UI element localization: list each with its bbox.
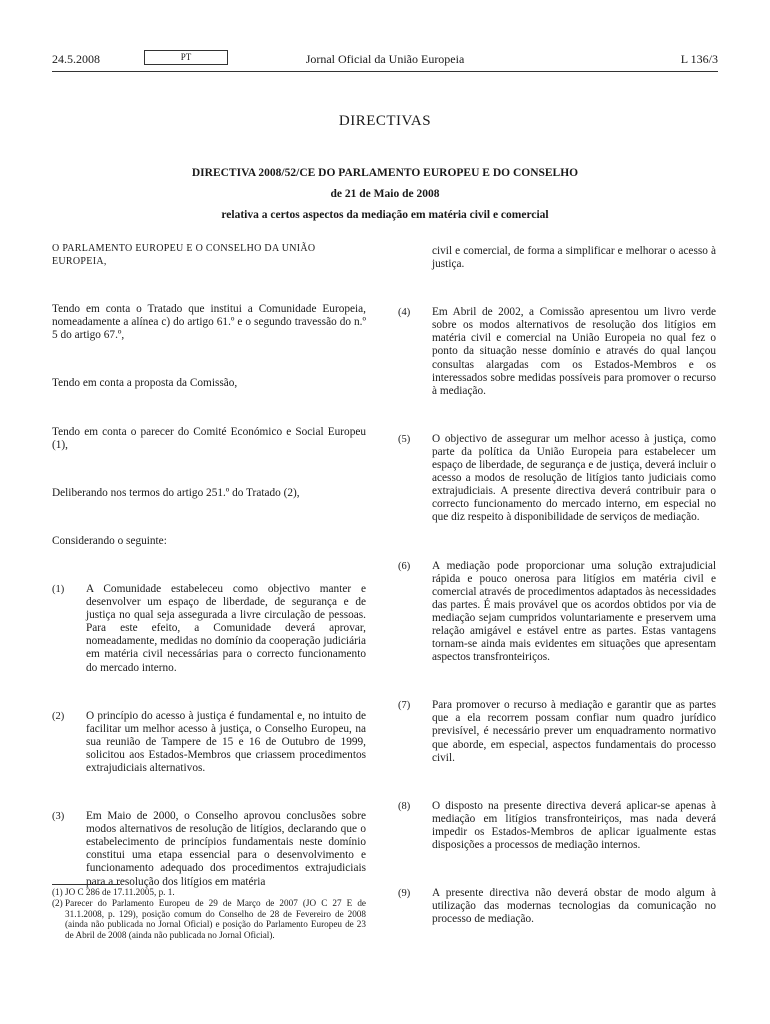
recital-number: (8)	[398, 800, 411, 812]
recital	[398, 887, 716, 926]
footnote-ref-2: (2),	[283, 486, 300, 499]
recital	[398, 560, 716, 665]
footnotes	[52, 884, 366, 941]
recital-text: A mediação pode proporcionar uma solução extrajudicial rápida e pouco onerosa para litígios em matéria civil e comercial através de procedimentos adaptados às necessidades das partes. É mais provável que os acordos obtidos por via de mediação sejam cumpridos voluntariamente e preservem uma relação amigável e estável entre as partes. Estas vantagens tornam-se ainda mais evidentes em situações que apresentam aspectos transfronteiriços.	[432, 559, 716, 664]
recital-text: Em Maio de 2000, o Conselho aprovou conclusões sobre modos alternativos de resolução de litígios, declarando que o estabelecimento de princípios fundamentais neste domínio constitui uma etapa essencial para o desenvolvimento e funcionamento adequado dos procedimentos extrajudiciais para a resolução dos litígios em matéria	[86, 810, 366, 888]
citation-procedure	[52, 487, 366, 500]
recital-number: (3)	[52, 811, 65, 823]
header-rule	[52, 71, 718, 72]
title-line-3: relativa a certos aspectos da mediação em matéria civil e comercial	[221, 209, 549, 221]
citation-procedure-text: Deliberando nos termos do artigo 251.º do Tratado	[52, 486, 281, 499]
footnote-number: (1)	[52, 887, 63, 897]
recital-number: (1)	[52, 583, 65, 595]
recital-text: A presente directiva não deverá obstar de modo algum à utilização das modernas tecnologias da comunicação no processo de mediação.	[432, 887, 716, 926]
citation-opinion	[52, 426, 366, 452]
right-column	[398, 245, 716, 926]
recital-number: (4)	[398, 307, 411, 319]
recital-text: O disposto na presente directiva deverá aplicar-se apenas à mediação em litígios transfronteiriços, mas nada deverá impedir os Estados-Membros de aplicar igualmente estas disposições a processos de mediação internos.	[432, 799, 716, 851]
page-reference: L 136/3	[680, 52, 718, 66]
footnote	[52, 887, 366, 898]
publication-date: 24.5.2008	[52, 52, 100, 66]
recital-number: (2)	[52, 710, 65, 722]
recital-text: civil e comercial, de forma a simplificar e melhorar o acesso à justiça.	[432, 245, 716, 271]
document-title	[52, 163, 718, 226]
title-line-1: DIRECTIVA 2008/52/CE DO PARLAMENTO EUROPEU E DO CONSELHO	[191, 167, 579, 179]
recital	[398, 800, 716, 852]
recital-text: Para promover o recurso à mediação e garantir que as partes que a ela recorrem possam confiar num quadro jurídico previsível, é necessário prever um enquadramento normativo que aborde, em especial, aspectos fundamentais do processo civil.	[432, 699, 716, 764]
considering-heading: Considerando o seguinte:	[52, 534, 167, 547]
footnote-ref-1: (1),	[52, 438, 68, 451]
recital-text: O objectivo de assegurar um melhor acesso à justiça, como parte da política da União Europeia para estabelecer um espaço de liberdade, de segurança e de justiça, deverá incluir o acesso a modos de resolução de litígios tanto judiciais como extrajudiciais. A presente directiva deverá contribuir para o correcto funcionamento do mercado interno, em especial no que diz respeito à disponibilidade de serviços de mediação.	[432, 432, 716, 524]
recital-text: A Comunidade estabeleceu como objectivo manter e desenvolver um espaço de liberdade, de segurança e de justiça no qual seja assegurada a livre circulação de pessoas. Para este efeito, a Comunidade deverá aprovar, nomeadamente, medidas no domínio da cooperação judiciária em matéria civil necessárias para o correcto funcionamento do mercado interno.	[86, 582, 366, 674]
recital-text: O princípio do acesso à justiça é fundamental e, no intuito de facilitar um melhor acesso à justiça, o Conselho Europeu, na sua reunião de Tampere de 15 e 16 de Outubro de 1999, solicitou aos Estados-Membros que criassem procedimentos extrajudiciais alternativos.	[86, 709, 366, 774]
footnote	[52, 898, 366, 941]
recital	[52, 710, 366, 775]
recital	[398, 433, 716, 525]
recital	[398, 699, 716, 764]
recital-number: (5)	[398, 433, 411, 445]
footnote-text: JO C 286 de 17.11.2005, p. 1.	[65, 887, 175, 897]
journal-name: Jornal Oficial da União Europeia	[305, 52, 465, 66]
recital-number: (7)	[398, 700, 411, 712]
footnote-number: (2)	[52, 897, 63, 908]
preamble-issuer: O PARLAMENTO EUROPEU E O CONSELHO DA UNIÃO EUROPEIA,	[52, 243, 316, 268]
footnote-text: Parecer do Parlamento Europeu de 29 de Março de 2007 (JO C 27 E de 31.1.2008, p. 129), posição comum do Conselho de 28 de Fevereiro de 2008 (ainda não publicada no Jornal Oficial) e posição do Parlamento Europeu de 23 de Abril de 2008 (ainda não publicada no Jornal Oficial).	[65, 897, 366, 941]
recital	[398, 306, 716, 398]
title-line-2: de 21 de Maio de 2008	[330, 188, 440, 200]
language-badge: PT	[144, 50, 228, 65]
citation-opinion-text: Tendo em conta o parecer do Comité Económico e Social Europeu	[52, 425, 366, 438]
recital-text: Em Abril de 2002, a Comissão apresentou um livro verde sobre os modos alternativos de resolução dos litígios em matéria civil e comercial na União Europeia no qual fez o ponto da situação nesse domínio e através do qual lançou consultas alargadas com os Estados-Membros e os interessados sobre medidas possíveis para promover o recurso à mediação.	[432, 306, 716, 397]
page-header	[52, 52, 718, 68]
recital-number: (6)	[398, 560, 411, 572]
recital	[52, 810, 366, 889]
footnote-rule	[52, 884, 120, 885]
recital-number	[398, 245, 432, 271]
recital	[52, 583, 366, 675]
recital-number: (9)	[398, 888, 411, 900]
recital-continuation	[398, 245, 716, 271]
left-column	[52, 242, 366, 889]
section-title: DIRECTIVAS	[338, 113, 432, 129]
citation-treaty: Tendo em conta o Tratado que institui a Comunidade Europeia, nomeadamente a alínea c) do artigo 61.º e o segundo travessão do n.º 5 do artigo 67.º,	[52, 303, 366, 342]
citation-proposal: Tendo em conta a proposta da Comissão,	[52, 377, 238, 390]
